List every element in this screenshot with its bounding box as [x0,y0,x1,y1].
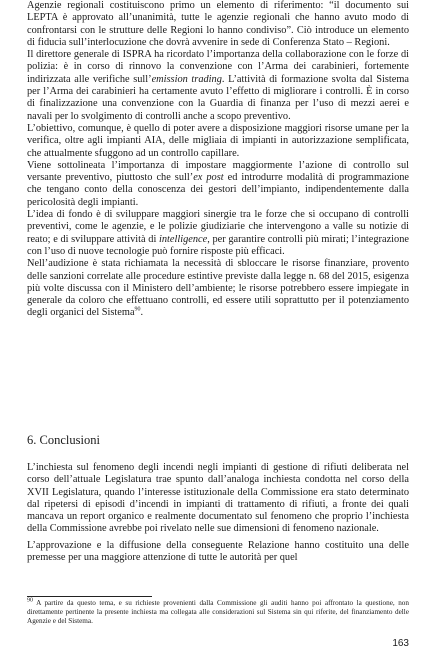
paragraph-text: Agenzie regionali costituiscono primo un elemento di riferimento: “il documento sui LEPTA è approvato all’unanimità, tutte le agenzie regionali che hanno avuto modo di confrontarsi con le strutture delle Regioni lo hanno condiviso”. Ciò introduce un elemento di fiducia sull’interlocuzione che dovrà avvenire in sede di Conferenza Stato – Regioni. [27,0,409,48]
body-text [27,0,409,320]
paragraph [27,462,409,536]
section-heading: 6. Conclusioni [27,433,100,447]
paragraph-text: Viene sottolineata l’importanza di impostare maggiormente l’azione di controllo sul versante preventivo, piuttosto che sull’ [27,159,409,184]
italic-term: emission trading [151,73,222,85]
paragraph-text: , per garantire controlli più mirati; l’integrazione con l’uso di nuove tecnologie può fornire risposte più efficaci. [27,233,409,257]
paragraph [27,160,409,209]
paragraph-text: L’inchiesta sul fenomeno degli incendi negli impianti di gestione di rifiuti deliberata nel corso dell’attuale Legislatura trae spunto dall’analoga inchiesta condotta nel corso della XVII Legislatura, quando l’interesse istituzionale della Commissione era stato determinato dal ripetersi di episodi d’incendi in impianti di trattamento di rifiuti, a fronte dei quali mancava un report organico e realmente documentato sul fenomeno che proprio l’inchiesta della Commissione avrebbe poi rivelato nelle sue dimensioni di fenomeno nazionale. [27,462,409,535]
footnote-text: A partire da questo tema, e su richieste provenienti dalla Commissione gli auditi hanno poi affrontato la questione, non direttamente pertinente la presente inchiesta ma collegata alle considerazioni sul Sistema sin qui riferite, del finanziamento delle Agenzie e del Sistema. [27,599,409,626]
paragraph-text: Nell’audizione è stata richiamata la necessità di sbloccare le risorse finanziare, provento delle sanzioni correlate alle procedure estintive previste dalla legge n. 68 del 2015, esigenza più volte discussa con il Ministero dell’ambiente; le risorse potrebbero essere impiegate in generale da coloro che effettuano controlli, ed essere utili soprattutto per il potenziamento degli organici del Sistema [27,258,409,319]
paragraph-text: ed introdurre modalità di programmazione che tengano conto della conoscenza dei gestori dell’impianto, indipendentemente dalla pericolosità degli impianti. [27,172,410,208]
paragraph-text: L’idea di fondo è di sviluppare maggiori sinergie tra le forze che si occupano di controlli preventivi, come le agenzie, e le polizie giudiziarie che intervengono a valle su notizie di reato; e di sviluppare attività di [27,209,409,245]
paragraph [27,540,409,565]
paragraph [27,123,409,160]
italic-term: ex post [193,172,224,184]
paragraph [27,49,409,123]
footnote-reference[interactable]: 90 [134,306,141,313]
paragraph-text: . [140,307,144,319]
conclusions-text [27,462,409,564]
paragraph-text: L’approvazione e la diffusione della conseguente Relazione hanno costituito una delle premesse per una maggiore attenzione di tutte le autorità per quel [27,539,409,564]
paragraph-text: . L’attività di formazione svolta dal Sistema per l’Arma dei carabinieri ha certamente avuto l’effetto di migliorare i controlli. È in corso di finalizzazione una convenzione con la Guardia di finanza per l’uso di mezzi aerei e navali per lo svolgimento di controlli anche a scopo preventivo. [27,73,409,122]
italic-term: intelligence [158,233,208,245]
paragraph [27,209,409,258]
paragraph [27,258,409,319]
page-number: 163 [392,638,409,649]
paragraph-text: Il direttore generale di ISPRA ha ricordato l’importanza della collaborazione con le forze di polizia: è in corso di rinnovo la convenzione con l’Arma dei carabinieri, fortemente indirizzata alle verifiche sull’ [27,49,409,85]
footnote [27,599,409,626]
footnote-separator [27,596,152,597]
footnote-marker: 90 [27,597,33,604]
paragraph-text: L’obiettivo, comunque, è quello di poter avere a disposizione maggiori risorse umane per la verifica, oltre agli impianti AIA, delle migliaia di impianti in autorizzazione semplificata, che attualmente sfuggono ad un controllo capillare. [27,122,409,159]
paragraph [27,0,409,49]
